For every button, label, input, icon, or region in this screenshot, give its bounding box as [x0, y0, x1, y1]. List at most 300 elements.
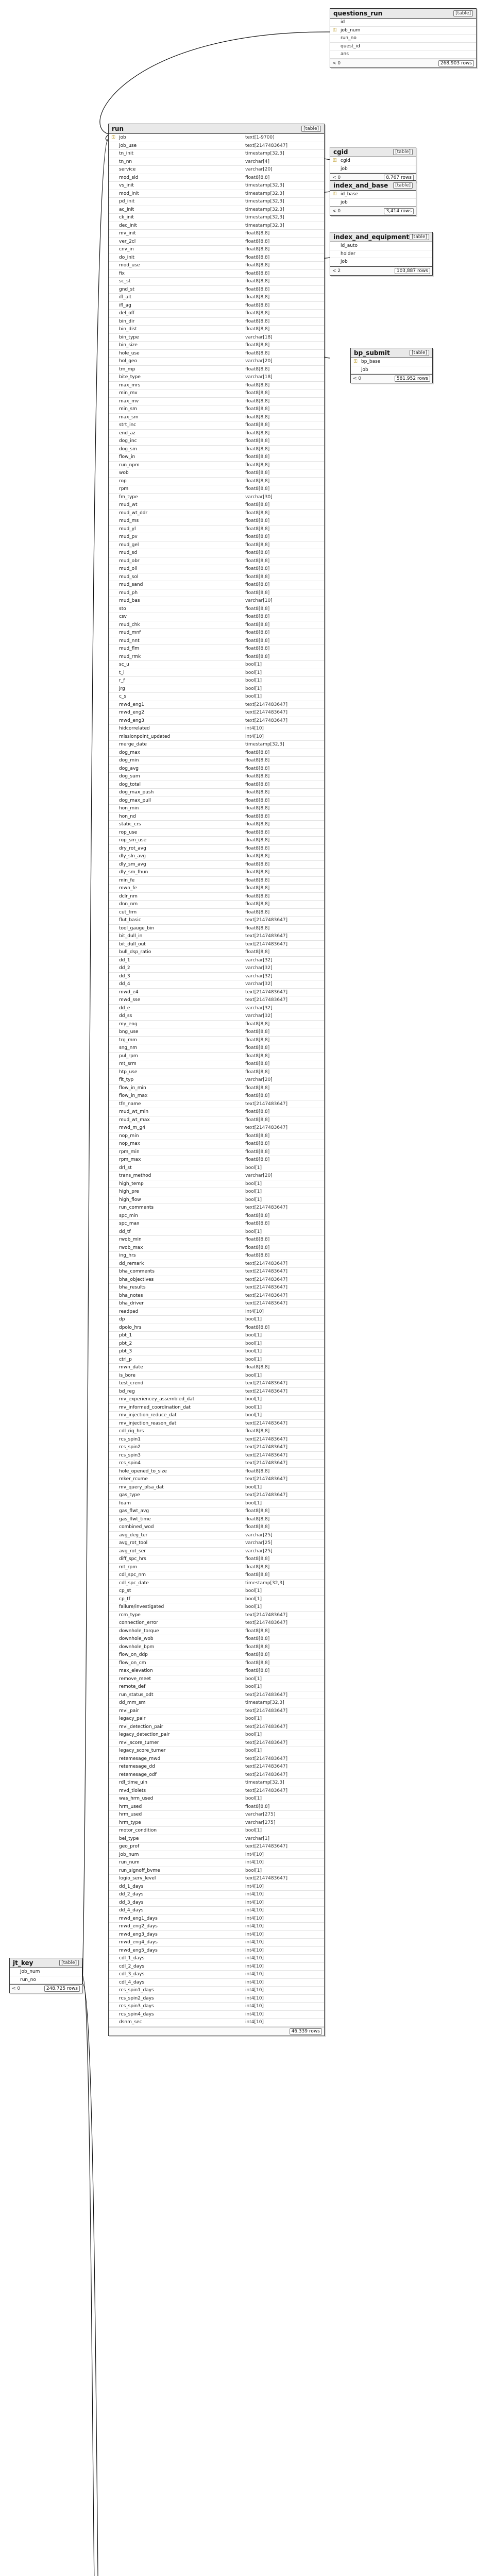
column-row[interactable] — [109, 1659, 324, 1668]
column-name: bng_use — [119, 1029, 139, 1035]
column-type: float8[8,8] — [245, 406, 270, 412]
column-row[interactable] — [109, 374, 324, 382]
column-row[interactable] — [109, 246, 324, 254]
column-name: mwd_eng2_days — [119, 1924, 158, 1929]
column-type: bool[1] — [245, 1189, 262, 1194]
column-row[interactable] — [109, 821, 324, 829]
column-name: is_bore — [119, 1372, 135, 1378]
column-row[interactable] — [109, 1811, 324, 1819]
column-row[interactable] — [109, 781, 324, 789]
column-row[interactable] — [109, 653, 324, 662]
column-row[interactable] — [109, 685, 324, 693]
column-row[interactable] — [109, 757, 324, 765]
column-row[interactable] — [109, 909, 324, 917]
column-row[interactable] — [109, 861, 324, 869]
column-row[interactable] — [109, 1220, 324, 1228]
column-row[interactable] — [109, 1564, 324, 1572]
column-row[interactable] — [109, 1539, 324, 1548]
column-row[interactable] — [109, 1228, 324, 1236]
column-row[interactable] — [330, 50, 476, 59]
column-row[interactable] — [109, 238, 324, 246]
column-row[interactable] — [109, 230, 324, 238]
column-row[interactable] — [109, 1643, 324, 1652]
column-row[interactable] — [109, 469, 324, 478]
column-row[interactable] — [109, 1204, 324, 1212]
column-row[interactable] — [109, 1308, 324, 1316]
column-row[interactable] — [109, 1803, 324, 1811]
column-row[interactable] — [351, 358, 432, 366]
column-row[interactable] — [330, 199, 416, 207]
column-row[interactable] — [109, 270, 324, 278]
column-row[interactable] — [109, 1492, 324, 1500]
column-row[interactable] — [109, 1236, 324, 1244]
column-row[interactable] — [109, 725, 324, 733]
column-row[interactable] — [109, 1532, 324, 1540]
column-row[interactable] — [109, 1763, 324, 1771]
column-row[interactable] — [109, 190, 324, 198]
column-row[interactable] — [109, 430, 324, 438]
column-row[interactable] — [109, 1044, 324, 1053]
column-row[interactable] — [109, 829, 324, 837]
column-type: bool[1] — [245, 1500, 262, 1506]
column-row[interactable] — [109, 1156, 324, 1164]
column-row[interactable] — [109, 1180, 324, 1189]
column-row[interactable] — [109, 597, 324, 605]
column-row[interactable] — [109, 318, 324, 326]
table-title: cgid — [333, 148, 348, 156]
column-row[interactable] — [109, 1124, 324, 1132]
column-row[interactable] — [109, 1260, 324, 1268]
column-row[interactable] — [109, 2019, 324, 2027]
column-name: dd_4_days — [119, 1908, 144, 1913]
column-row[interactable] — [109, 198, 324, 206]
column-row[interactable] — [109, 494, 324, 502]
column-row[interactable] — [109, 957, 324, 965]
column-name: readpad — [119, 1309, 139, 1314]
column-row[interactable] — [109, 661, 324, 669]
column-row[interactable] — [109, 1084, 324, 1093]
column-row[interactable] — [10, 1968, 82, 1976]
column-row[interactable] — [109, 1021, 324, 1029]
column-row[interactable] — [109, 1028, 324, 1037]
column-row[interactable] — [109, 405, 324, 414]
column-row[interactable] — [109, 1667, 324, 1675]
column-row[interactable] — [109, 996, 324, 1005]
column-row[interactable] — [109, 877, 324, 885]
column-row[interactable] — [109, 1612, 324, 1620]
column-row[interactable] — [109, 342, 324, 350]
column-row[interactable] — [109, 733, 324, 741]
column-type: float8[8,8] — [245, 1668, 270, 1673]
column-row[interactable] — [109, 980, 324, 989]
column-row[interactable] — [109, 382, 324, 390]
column-row[interactable] — [109, 254, 324, 262]
column-row[interactable] — [109, 709, 324, 717]
column-row[interactable] — [109, 150, 324, 158]
column-row[interactable] — [109, 1380, 324, 1388]
column-row[interactable] — [109, 973, 324, 981]
column-row[interactable] — [109, 1907, 324, 1915]
column-row[interactable] — [109, 1005, 324, 1013]
column-name: bha_comments — [119, 1269, 155, 1274]
column-row[interactable] — [109, 1971, 324, 1979]
column-row[interactable] — [109, 1923, 324, 1931]
column-name: mud_wt_max — [119, 1117, 150, 1123]
column-name: rpm_min — [119, 1149, 140, 1155]
column-row[interactable] — [109, 813, 324, 821]
column-row[interactable] — [109, 389, 324, 398]
column-row[interactable] — [351, 366, 432, 375]
column-row[interactable] — [109, 1140, 324, 1148]
column-row[interactable] — [109, 1324, 324, 1332]
column-row[interactable] — [109, 517, 324, 526]
column-row[interactable] — [109, 1675, 324, 1684]
column-row[interactable] — [109, 717, 324, 725]
column-row[interactable] — [109, 421, 324, 430]
column-row[interactable] — [109, 933, 324, 941]
column-row[interactable] — [109, 1795, 324, 1803]
column-name: diff_spc_hrs — [119, 1556, 146, 1562]
column-row[interactable] — [109, 1332, 324, 1340]
column-row[interactable] — [109, 925, 324, 933]
column-name: rcs_spin2 — [119, 1445, 141, 1450]
column-row[interactable] — [109, 1292, 324, 1300]
column-type: bool[1] — [245, 1181, 262, 1187]
column-row[interactable] — [109, 1651, 324, 1659]
column-row[interactable] — [109, 885, 324, 893]
column-name: rpm_max — [119, 1157, 141, 1162]
column-row[interactable] — [109, 1284, 324, 1292]
column-row[interactable] — [109, 334, 324, 342]
column-row[interactable] — [109, 2003, 324, 2011]
column-row[interactable] — [109, 1012, 324, 1021]
column-row[interactable] — [109, 510, 324, 518]
column-row[interactable] — [109, 501, 324, 510]
column-row[interactable] — [109, 797, 324, 805]
column-type: float8[8,8] — [245, 1085, 270, 1091]
column-row[interactable] — [109, 948, 324, 957]
column-row[interactable] — [109, 1619, 324, 1628]
column-row[interactable] — [109, 1468, 324, 1476]
column-row[interactable] — [109, 158, 324, 166]
column-row[interactable] — [109, 1955, 324, 1963]
column-row[interactable] — [109, 1715, 324, 1723]
column-row[interactable] — [109, 1587, 324, 1596]
column-row[interactable] — [109, 549, 324, 557]
column-row[interactable] — [109, 2011, 324, 2019]
column-row[interactable] — [109, 398, 324, 406]
column-row[interactable] — [109, 1500, 324, 1508]
column-row[interactable] — [109, 294, 324, 302]
column-name: downhole_bpm — [119, 1644, 155, 1650]
column-row[interactable] — [109, 1947, 324, 1955]
column-row[interactable] — [109, 1276, 324, 1284]
column-row[interactable] — [109, 222, 324, 230]
column-row[interactable] — [109, 1635, 324, 1643]
table-bp-submit[interactable] — [350, 348, 433, 383]
column-row[interactable] — [109, 358, 324, 366]
column-row[interactable] — [109, 1348, 324, 1356]
column-row[interactable] — [109, 214, 324, 222]
column-row[interactable] — [109, 573, 324, 582]
column-row[interactable] — [109, 901, 324, 909]
column-row[interactable] — [109, 1548, 324, 1556]
column-row[interactable] — [109, 1899, 324, 1907]
column-row[interactable] — [330, 27, 476, 35]
column-row[interactable] — [330, 258, 432, 266]
table-footer — [330, 59, 476, 67]
column-name: retemesage_mwd — [119, 1756, 161, 1761]
column-row[interactable] — [109, 773, 324, 781]
column-row[interactable] — [109, 693, 324, 701]
column-row[interactable] — [109, 1268, 324, 1276]
column-row[interactable] — [109, 1164, 324, 1173]
column-row[interactable] — [109, 741, 324, 749]
column-row[interactable] — [109, 174, 324, 182]
column-type: float8[8,8] — [245, 1636, 270, 1641]
column-row[interactable] — [109, 1987, 324, 1995]
column-row[interactable] — [109, 1108, 324, 1116]
column-row[interactable] — [109, 645, 324, 653]
column-row[interactable] — [109, 1731, 324, 1739]
column-type: float8[8,8] — [245, 654, 270, 659]
column-row[interactable] — [330, 19, 476, 27]
column-row[interactable] — [109, 350, 324, 358]
column-name: ctrl_p — [119, 1357, 132, 1362]
column-row[interactable] — [109, 1747, 324, 1755]
column-type: float8[8,8] — [245, 1213, 270, 1218]
column-row[interactable] — [109, 605, 324, 614]
column-row[interactable] — [109, 1092, 324, 1100]
column-row[interactable] — [330, 157, 416, 165]
column-row[interactable] — [109, 206, 324, 214]
column-row[interactable] — [109, 1859, 324, 1867]
column-row[interactable] — [109, 1875, 324, 1883]
table-jt-key[interactable] — [9, 1958, 82, 1993]
column-row[interactable] — [109, 302, 324, 310]
column-row[interactable] — [109, 1212, 324, 1221]
column-row[interactable] — [109, 805, 324, 813]
column-row[interactable] — [109, 1196, 324, 1205]
column-name: mvi_score_turner — [119, 1740, 159, 1745]
column-row[interactable] — [109, 964, 324, 973]
column-row[interactable] — [109, 1939, 324, 1947]
column-row[interactable] — [109, 565, 324, 573]
column-row[interactable] — [109, 1148, 324, 1157]
column-row[interactable] — [109, 533, 324, 541]
column-row[interactable] — [109, 941, 324, 949]
column-row[interactable] — [109, 1555, 324, 1564]
table-header — [10, 1958, 82, 1968]
column-row[interactable] — [109, 1771, 324, 1780]
column-row[interactable] — [109, 1603, 324, 1612]
column-row[interactable] — [109, 917, 324, 925]
column-row[interactable] — [109, 1891, 324, 1899]
column-row[interactable] — [109, 1691, 324, 1700]
column-row[interactable] — [109, 134, 324, 142]
column-row[interactable] — [109, 278, 324, 286]
column-row[interactable] — [109, 749, 324, 757]
column-row[interactable] — [109, 1412, 324, 1420]
column-row[interactable] — [109, 1596, 324, 1604]
column-type: int4[10] — [245, 1900, 264, 1905]
column-row[interactable] — [109, 765, 324, 773]
column-row[interactable] — [109, 366, 324, 374]
column-type: timestamp[32,3] — [245, 151, 284, 156]
column-row[interactable] — [109, 1883, 324, 1891]
table-run[interactable] — [108, 124, 325, 2036]
column-row[interactable] — [109, 166, 324, 174]
column-row[interactable] — [109, 286, 324, 294]
column-name: cdl_spc_date — [119, 1580, 149, 1586]
column-row[interactable] — [330, 35, 476, 43]
table-questions-run[interactable] — [330, 8, 477, 68]
column-row[interactable] — [109, 869, 324, 877]
column-row[interactable] — [109, 1851, 324, 1859]
column-row[interactable] — [109, 1580, 324, 1588]
column-row[interactable] — [109, 1931, 324, 1939]
column-row[interactable] — [109, 541, 324, 550]
column-row[interactable] — [109, 893, 324, 901]
column-row[interactable] — [109, 637, 324, 646]
column-row[interactable] — [109, 453, 324, 462]
column-row[interactable] — [109, 1755, 324, 1764]
column-row[interactable] — [109, 1444, 324, 1452]
column-row[interactable] — [109, 789, 324, 797]
column-row[interactable] — [109, 1316, 324, 1324]
column-row[interactable] — [109, 1037, 324, 1045]
column-row[interactable] — [109, 613, 324, 621]
column-row[interactable] — [330, 165, 416, 174]
column-row[interactable] — [109, 1404, 324, 1412]
table-title: index_and_base — [333, 182, 388, 189]
column-row[interactable] — [109, 1867, 324, 1875]
column-row[interactable] — [109, 1428, 324, 1436]
column-row[interactable] — [109, 1707, 324, 1716]
column-row[interactable] — [109, 1995, 324, 2003]
column-row[interactable] — [109, 581, 324, 589]
column-row[interactable] — [109, 1979, 324, 1987]
column-row[interactable] — [109, 462, 324, 470]
column-row[interactable] — [109, 1484, 324, 1492]
column-row[interactable] — [109, 1396, 324, 1404]
column-row[interactable] — [109, 853, 324, 861]
column-row[interactable] — [330, 242, 432, 250]
column-row[interactable] — [109, 1069, 324, 1077]
column-type: bool[1] — [245, 1372, 262, 1378]
column-row[interactable] — [109, 1835, 324, 1843]
column-type: text[2147483647] — [245, 918, 288, 923]
column-row[interactable] — [109, 1420, 324, 1428]
column-row[interactable] — [109, 1132, 324, 1141]
column-row[interactable] — [109, 677, 324, 685]
column-type: timestamp[32,3] — [245, 223, 284, 228]
column-row[interactable] — [109, 1053, 324, 1061]
column-row[interactable] — [109, 1739, 324, 1748]
column-row[interactable] — [109, 1779, 324, 1787]
column-row[interactable] — [109, 1683, 324, 1691]
column-row[interactable] — [109, 1523, 324, 1532]
column-row[interactable] — [109, 485, 324, 494]
column-row[interactable] — [109, 701, 324, 709]
column-row[interactable] — [109, 1507, 324, 1516]
column-row[interactable] — [109, 1787, 324, 1795]
column-row[interactable] — [109, 1827, 324, 1835]
table-title: questions_run — [333, 10, 383, 17]
column-row[interactable] — [109, 1628, 324, 1636]
column-row[interactable] — [109, 1252, 324, 1260]
column-row[interactable] — [109, 414, 324, 422]
column-row[interactable] — [109, 182, 324, 190]
column-row[interactable] — [109, 1476, 324, 1484]
column-row[interactable] — [109, 1100, 324, 1109]
column-name: dog_inc — [119, 438, 137, 444]
column-row[interactable] — [109, 1460, 324, 1468]
column-row[interactable] — [109, 845, 324, 853]
column-row[interactable] — [109, 1452, 324, 1460]
column-row[interactable] — [109, 262, 324, 270]
column-row[interactable] — [109, 1372, 324, 1380]
column-row[interactable] — [109, 621, 324, 630]
column-row[interactable] — [109, 1963, 324, 1971]
column-row[interactable] — [109, 1699, 324, 1707]
column-row[interactable] — [109, 1340, 324, 1348]
table-cgid[interactable] — [330, 147, 416, 182]
column-row[interactable] — [109, 446, 324, 454]
column-row[interactable] — [109, 326, 324, 334]
column-row[interactable] — [330, 43, 476, 51]
column-row[interactable] — [109, 1364, 324, 1372]
column-row[interactable] — [109, 310, 324, 318]
column-row[interactable] — [109, 478, 324, 486]
column-row[interactable] — [109, 1388, 324, 1396]
column-row[interactable] — [109, 526, 324, 534]
column-row[interactable] — [330, 250, 432, 259]
column-row[interactable] — [109, 589, 324, 598]
column-row[interactable] — [109, 1300, 324, 1308]
column-row[interactable] — [109, 1244, 324, 1252]
column-row[interactable] — [109, 1060, 324, 1069]
column-row[interactable] — [109, 437, 324, 446]
column-row[interactable] — [109, 1516, 324, 1524]
column-row[interactable] — [109, 1571, 324, 1580]
column-row[interactable] — [109, 1436, 324, 1444]
column-row[interactable] — [330, 191, 416, 199]
column-row[interactable] — [109, 989, 324, 997]
column-row[interactable] — [109, 1915, 324, 1923]
column-type: float8[8,8] — [245, 638, 270, 643]
column-row[interactable] — [109, 142, 324, 150]
column-row[interactable] — [109, 1188, 324, 1196]
column-row[interactable] — [109, 669, 324, 677]
column-row[interactable] — [109, 1356, 324, 1364]
table-index-and-equipment[interactable] — [330, 232, 433, 276]
column-row[interactable] — [10, 1976, 82, 1985]
table-index-and-base[interactable] — [330, 180, 416, 216]
column-row[interactable] — [109, 837, 324, 845]
column-row[interactable] — [109, 1116, 324, 1125]
column-row[interactable] — [109, 1172, 324, 1180]
column-row[interactable] — [109, 1723, 324, 1732]
column-row[interactable] — [109, 557, 324, 566]
column-row[interactable] — [109, 1076, 324, 1084]
column-type: float8[8,8] — [245, 750, 270, 755]
column-row[interactable] — [109, 629, 324, 637]
column-name: holder — [341, 251, 355, 257]
column-row[interactable] — [109, 1819, 324, 1827]
column-type: float8[8,8] — [245, 566, 270, 571]
column-row[interactable] — [109, 1843, 324, 1851]
